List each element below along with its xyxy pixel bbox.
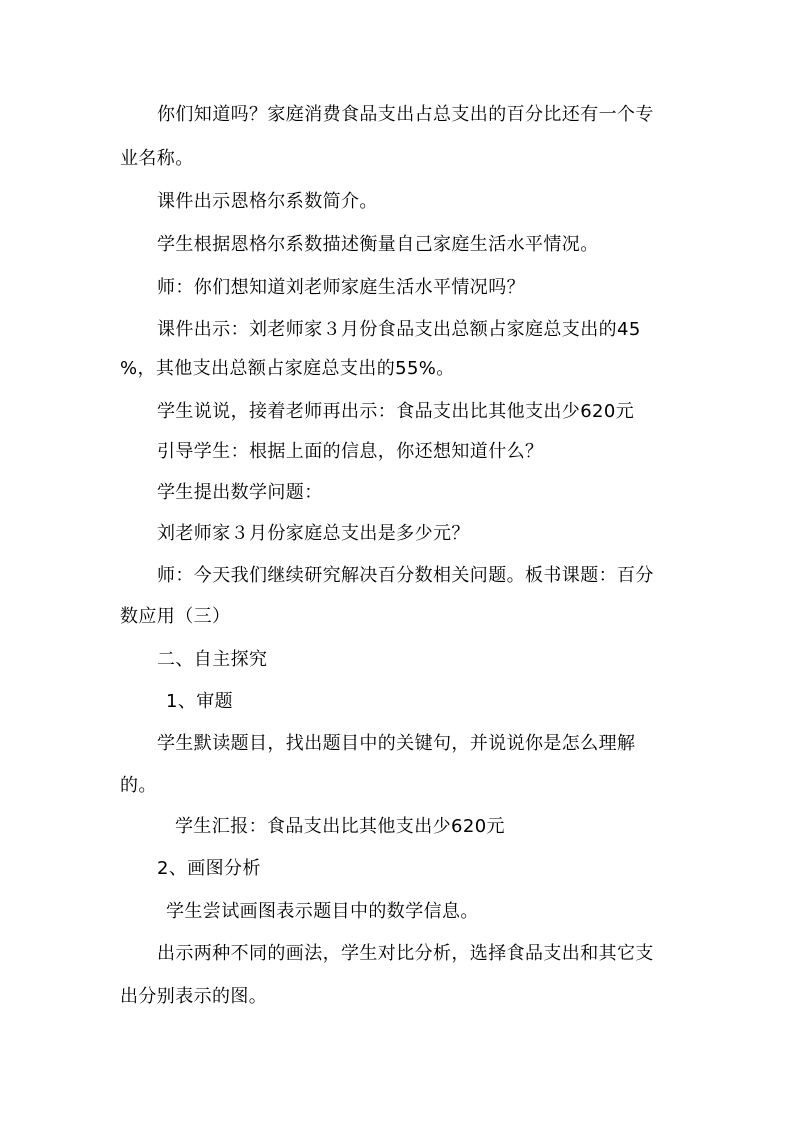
paragraph-line: 数应用（三） — [120, 606, 231, 627]
paragraph-line: 学生汇报：食品支出比其他支出少620元 — [175, 816, 505, 837]
paragraph-line: 学生默读题目，找出题目中的关键句，并说说你是怎么理解 — [157, 733, 636, 754]
paragraph-line: 引导学生：根据上面的信息，你还想知道什么？ — [157, 441, 544, 462]
paragraph-line: 学生尝试画图表示题目中的数学信息。 — [166, 901, 479, 922]
paragraph-line: 出分别表示的图。 — [120, 986, 268, 1007]
paragraph-line: 你们知道吗？家庭消费食品支出占总支出的百分比还有一个专 — [157, 104, 654, 125]
paragraph-line: 的。 — [120, 775, 157, 796]
paragraph-line: 业名称。 — [120, 148, 194, 169]
paragraph-line: 刘老师家３月份家庭总支出是多少元？ — [157, 523, 470, 544]
paragraph-line: 师：今天我们继续研究解决百分数相关问题。板书课题：百分 — [157, 565, 654, 586]
paragraph-line: %，其他支出总额占家庭总支出的55%。 — [120, 358, 455, 379]
section-heading: 二、自主探究 — [157, 649, 268, 670]
paragraph-line: 学生提出数学问题： — [157, 482, 323, 503]
paragraph-line: 师：你们想知道刘老师家庭生活水平情况吗？ — [157, 277, 525, 298]
paragraph-line: 课件出示恩格尔系数简介。 — [157, 191, 378, 212]
paragraph-line: 学生说说，接着老师再出示：食品支出比其他支出少620元 — [157, 401, 635, 422]
subsection-heading: 2、画图分析 — [157, 858, 261, 879]
subsection-heading: 1、审题 — [166, 691, 234, 712]
paragraph-line: 课件出示：刘老师家３月份食品支出总额占家庭总支出的45 — [157, 319, 641, 340]
paragraph-line: 出示两种不同的画法，学生对比分析，选择食品支出和其它支 — [157, 943, 654, 964]
paragraph-line: 学生根据恩格尔系数描述衡量自己家庭生活水平情况。 — [157, 234, 599, 255]
